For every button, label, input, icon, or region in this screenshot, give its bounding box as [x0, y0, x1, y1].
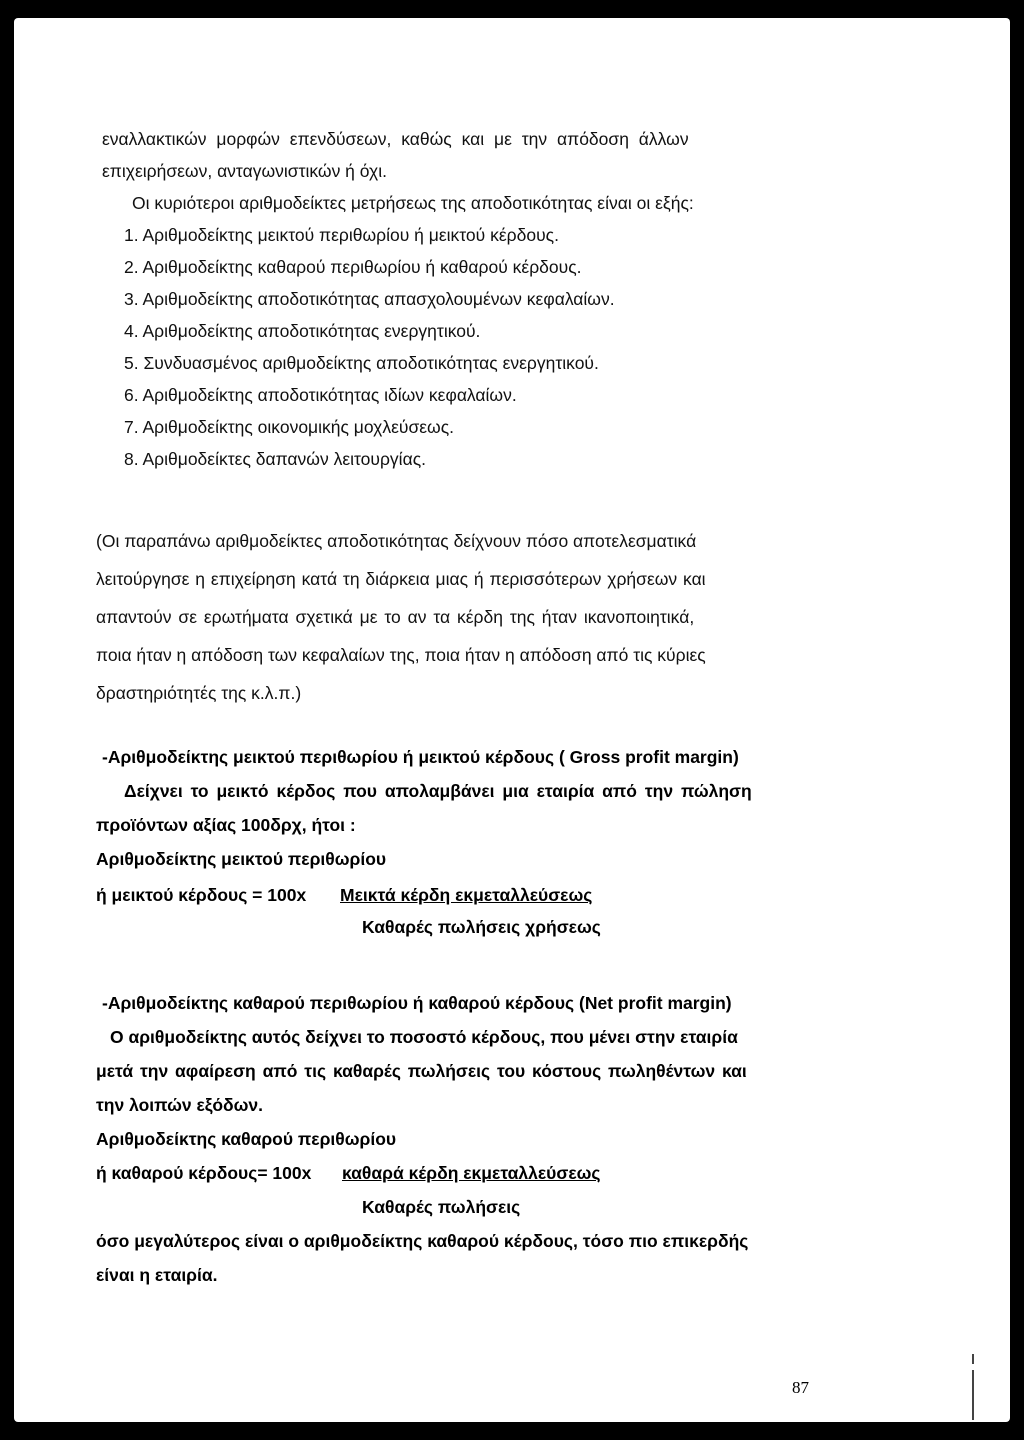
net-margin-heading: -Αριθμοδείκτης καθαρού περιθωρίου ή καθαρού κέρδους (Net profit margin) [102, 993, 732, 1013]
net-formula-name: Αριθμοδείκτης καθαρού περιθωρίου [96, 1129, 397, 1149]
list-item-3: 3. Αριθμοδείκτης αποδοτικότητας απασχολουμένων κεφαλαίων. [124, 289, 615, 309]
list-item-2: 2. Αριθμοδείκτης καθαρού περιθωρίου ή καθαρού κέρδους. [124, 257, 582, 277]
note-line-1: (Οι παραπάνω αριθμοδείκτες αποδοτικότητας δείχνουν πόσο αποτελεσματικά [96, 531, 697, 551]
intro-line-3: Οι κυριότεροι αριθμοδείκτες μετρήσεως της αποδοτικότητας είναι οι εξής: [132, 193, 694, 213]
gross-formula-name: Αριθμοδείκτης μεικτού περιθωρίου [96, 849, 387, 869]
list-item-7: 7. Αριθμοδείκτης οικονομικής μοχλεύσεως. [124, 417, 455, 437]
note-line-3: απαντούν σε ερωτήματα σχετικά με το αν τα κέρδη της ήταν ικανοποιητικά, [96, 607, 695, 627]
net-formula-lhs: ή καθαρού κέρδους= 100x [96, 1163, 312, 1183]
net-formula-numerator: καθαρά κέρδη εκμεταλλεύσεως [342, 1163, 601, 1183]
gross-margin-heading: -Αριθμοδείκτης μεικτού περιθωρίου ή μεικτού κέρδους ( Gross profit margin) [102, 747, 739, 767]
net-margin-desc-3: την λοιπών εξόδων. [96, 1095, 264, 1115]
gross-formula-numerator: Μεικτά κέρδη εκμεταλλεύσεως [340, 885, 593, 905]
net-conclusion-1: όσο μεγαλύτερος είναι ο αριθμοδείκτης καθαρού κέρδους, τόσο πιο επικερδής [96, 1231, 749, 1251]
gross-margin-desc-2: προϊόντων αξίας 100δρχ, ήτοι : [96, 815, 356, 835]
list-item-1: 1. Αριθμοδείκτης μεικτού περιθωρίου ή μεικτού κέρδους. [124, 225, 559, 245]
net-conclusion-2: είναι η εταιρία. [96, 1265, 218, 1285]
list-item-4: 4. Αριθμοδείκτης αποδοτικότητας ενεργητικού. [124, 321, 481, 341]
note-line-5: δραστηριότητές της κ.λ.π.) [96, 683, 302, 703]
edge-mark [972, 1354, 974, 1364]
list-item-6: 6. Αριθμοδείκτης αποδοτικότητας ιδίων κεφαλαίων. [124, 385, 517, 405]
gross-margin-desc-1: Δείχνει το μεικτό κέρδος που απολαμβάνει μια εταιρία από την πώληση [124, 781, 752, 801]
gross-formula-denominator: Καθαρές πωλήσεις χρήσεως [362, 917, 601, 937]
document-page [14, 18, 1010, 1422]
gross-formula-lhs: ή μεικτού κέρδους = 100x [96, 885, 307, 905]
list-item-8: 8. Αριθμοδείκτες δαπανών λειτουργίας. [124, 449, 426, 469]
page-number: 87 [792, 1378, 809, 1397]
net-margin-desc-2: μετά την αφαίρεση από τις καθαρές πωλήσεις του κόστους πωληθέντων και [96, 1061, 747, 1081]
list-item-5: 5. Συνδυασμένος αριθμοδείκτης αποδοτικότητας ενεργητικού. [124, 353, 599, 373]
note-line-4: ποια ήταν η απόδοση των κεφαλαίων της, ποια ήταν η απόδοση από τις κύριες [96, 645, 706, 665]
intro-line-1: εναλλακτικών μορφών επενδύσεων, καθώς και με την απόδοση άλλων [102, 129, 689, 149]
intro-line-2: επιχειρήσεων, ανταγωνιστικών ή όχι. [102, 161, 387, 181]
edge-rule [972, 1370, 974, 1420]
net-formula-denominator: Καθαρές πωλήσεις [362, 1197, 521, 1217]
note-line-2: λειτούργησε η επιχείρηση κατά τη διάρκεια μιας ή περισσότερων χρήσεων και [96, 569, 706, 589]
net-margin-desc-1: Ο αριθμοδείκτης αυτός δείχνει το ποσοστό κέρδους, που μένει στην εταιρία [110, 1027, 738, 1047]
